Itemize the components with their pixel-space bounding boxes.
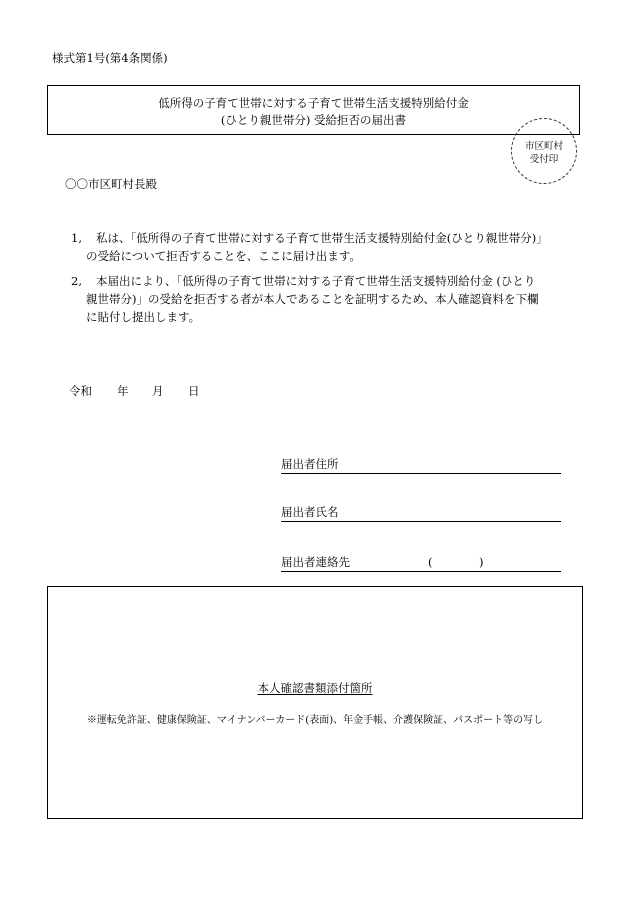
id-document-attachment-box bbox=[47, 586, 583, 819]
address-field[interactable] bbox=[281, 457, 561, 474]
id-section-title bbox=[48, 680, 582, 696]
item-1-line-1: 私は、「低所得の子育て世帯に対する子育て世帯生活支援特別給付金(ひとり親世帯分)」 bbox=[96, 231, 548, 245]
item-2-line-3: に貼付し提出します。 bbox=[86, 310, 201, 324]
item-1-line-2: の受給について拒否することを、ここに届け出ます。 bbox=[86, 249, 361, 263]
title-line-1: 低所得の子育て世帯に対する子育て世帯生活支援特別給付金 bbox=[158, 96, 469, 110]
reception-stamp-circle bbox=[511, 118, 577, 184]
item-1-number: 1, bbox=[71, 231, 82, 245]
form-number: 様式第1号(第4条関係) bbox=[52, 51, 168, 65]
date-month-label: 月 bbox=[152, 384, 164, 398]
name-field[interactable] bbox=[281, 505, 561, 522]
title-box bbox=[47, 85, 580, 135]
item-2-number: 2, bbox=[71, 274, 82, 288]
addressee: 〇〇市区町村長殿 bbox=[65, 177, 157, 191]
item-2-line-1: 本届出により、「低所得の子育て世帯に対する子育て世帯生活支援特別給付金 (ひとり bbox=[96, 274, 536, 288]
stamp-line-1: 市区町村 bbox=[524, 141, 563, 152]
id-section-title-text: 本人確認書類添付箇所 bbox=[257, 681, 373, 695]
contact-paren-close: ) bbox=[479, 555, 484, 569]
date-day-label: 日 bbox=[188, 384, 200, 398]
contact-paren-open: ( bbox=[428, 555, 433, 569]
id-section-note: ※運転免許証、健康保険証、マイナンバーカード(表面)、年金手帳、介護保険証、パスポート等の写し bbox=[86, 715, 544, 726]
title-line-2: (ひとり親世帯分) 受給拒否の届出書 bbox=[220, 113, 407, 127]
name-label: 届出者氏名 bbox=[281, 505, 339, 519]
date-era: 令和 bbox=[69, 384, 92, 398]
address-label: 届出者住所 bbox=[281, 457, 339, 471]
contact-label: 届出者連絡先 bbox=[281, 555, 350, 569]
item-2-line-2: 親世帯分)」の受給を拒否する者が本人であることを証明するため、本人確認資料を下欄 bbox=[86, 292, 539, 306]
contact-field[interactable] bbox=[281, 555, 561, 572]
stamp-line-2: 受付印 bbox=[529, 154, 559, 165]
date-year-label: 年 bbox=[117, 384, 129, 398]
